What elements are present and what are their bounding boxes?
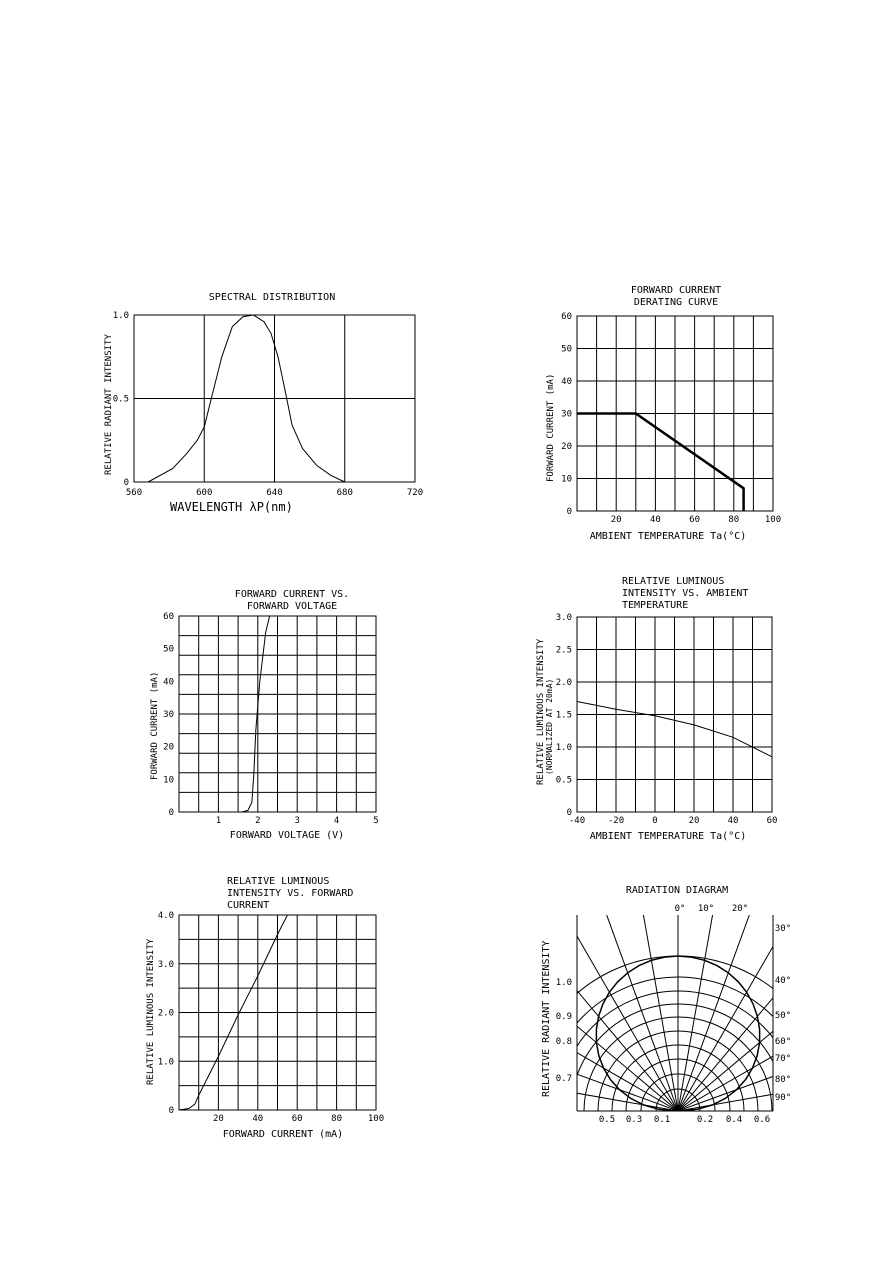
- spectral-distribution-chart: [104, 292, 423, 514]
- if_vf-title-line: FORWARD VOLTAGE: [246, 601, 338, 612]
- spectral-x-tick-label: 600: [196, 488, 213, 498]
- radiation-radial-line: [678, 867, 767, 1111]
- iv_ta-y-axis-label: RELATIVE LUMINOUS INTENSITY: [536, 638, 546, 785]
- derating-x-tick-label: 40: [649, 515, 661, 525]
- iv_ta-y-tick-label: 3.0: [555, 613, 572, 623]
- iv_if-y-tick-label: 4.0: [157, 911, 174, 921]
- derating-y-tick-label: 40: [561, 377, 572, 387]
- spectral-x-tick-label: 640: [266, 488, 283, 498]
- iv_ta-x-tick-label: 20: [688, 816, 700, 826]
- spectral-x-tick-label: 680: [336, 488, 353, 498]
- iv_ta-y-tick-label: 1.0: [555, 743, 572, 753]
- if_vf-y-tick-label: 60: [163, 612, 174, 622]
- radiation-scale-label: 0.9: [555, 1012, 572, 1022]
- if_vf-title-line: FORWARD CURRENT VS.: [234, 589, 350, 600]
- derating-y-tick-label: 50: [561, 344, 572, 355]
- iv_if-x-tick-label: 100: [367, 1114, 385, 1124]
- radiation-angle-label: 60°: [774, 1037, 792, 1047]
- iv_ta-y-axis-label-2: (NORMALIZED AT 20mA): [545, 678, 554, 775]
- if_vf-y-tick-label: 20: [163, 742, 174, 753]
- radiation-bottom-label: 0.6: [753, 1115, 771, 1125]
- derating-y-tick-label: 60: [561, 312, 572, 322]
- spectral-y-tick-label: 0: [123, 478, 129, 488]
- radiation-scale-label: 0.8: [555, 1037, 572, 1047]
- iv_ta-x-tick-label: -20: [607, 816, 625, 826]
- if_vf-y-tick-label: 10: [163, 775, 174, 786]
- derating-y-tick-label: 0: [566, 507, 572, 517]
- iv_if-y-tick-label: 3.0: [157, 959, 174, 970]
- radiation-angle-label: 30°: [774, 924, 792, 934]
- spectral-x-tick-label: 560: [125, 488, 143, 498]
- radiation-bottom-label: 0.2: [696, 1115, 714, 1125]
- if_vf-x-tick-label: 4: [333, 816, 340, 826]
- iv_ta-y-tick-label: 1.5: [555, 710, 572, 721]
- iv_if-x-tick-label: 40: [252, 1114, 264, 1124]
- spectral-y-tick-label: 0.5: [112, 394, 129, 405]
- if_vf-x-tick-label: 1: [215, 816, 222, 826]
- iv_ta-title-line: RELATIVE LUMINOUS: [622, 576, 725, 587]
- radiation-bottom-label: 0.1: [653, 1115, 671, 1125]
- derating-x-axis-label: AMBIENT TEMPERATURE Ta(°C): [589, 531, 747, 542]
- forward-current-derating-chart: [546, 285, 781, 542]
- if_vf-x-tick-label: 2: [255, 816, 261, 826]
- iv_ta-title-line: TEMPERATURE: [622, 600, 689, 611]
- radiation-radial-line: [511, 912, 678, 1111]
- if_vf-y-tick-label: 40: [163, 677, 174, 688]
- radiation-title: RADIATION DIAGRAM: [625, 885, 729, 896]
- iv_if-title-line: INTENSITY VS. FORWARD: [227, 888, 354, 899]
- if_vf-y-tick-label: 50: [163, 644, 174, 655]
- radiation-angle-label: 20°: [731, 904, 749, 914]
- iv_if-x-tick-label: 20: [212, 1114, 224, 1124]
- derating-y-tick-label: 10: [561, 474, 572, 485]
- if_vf-x-tick-label: 3: [294, 816, 300, 826]
- radiation-angle-label: 90°: [774, 1093, 792, 1103]
- iv_if-x-axis-label: FORWARD CURRENT (mA): [222, 1129, 344, 1140]
- radiation-bottom-label: 0.5: [598, 1115, 616, 1125]
- iv_ta-y-tick-label: 0.5: [555, 775, 572, 786]
- radiation-angle-label: 50°: [774, 1011, 792, 1021]
- iv_ta-y-tick-label: 2.5: [555, 645, 572, 656]
- derating-x-tick-label: 20: [610, 515, 622, 525]
- iv_if-x-tick-label: 60: [291, 1114, 303, 1124]
- iv_ta-y-tick-label: 2.0: [555, 678, 572, 688]
- radiation-angle-label: 80°: [774, 1075, 792, 1085]
- radiation-diagram: [418, 851, 892, 1125]
- iv_if-x-tick-label: 80: [331, 1114, 343, 1124]
- radiation-scale-label: 1.0: [555, 978, 572, 988]
- derating-y-axis-label: FORWARD CURRENT (mA): [546, 373, 556, 482]
- iv_ta-x-axis-label: AMBIENT TEMPERATURE Ta(°C): [589, 831, 747, 842]
- iv_if-y-tick-label: 1.0: [157, 1057, 174, 1068]
- spectral-y-axis-label: RELATIVE RADIANT INTENSITY: [104, 334, 114, 475]
- if_vf-x-tick-label: 5: [373, 816, 379, 826]
- iv_if-y-tick-label: 0: [168, 1106, 174, 1116]
- radiation-angle-label: 40°: [774, 976, 792, 986]
- if_vf-y-axis-label: FORWARD CURRENT (mA): [150, 671, 160, 780]
- iv_if-title-line: CURRENT: [227, 900, 270, 911]
- iv_if-y-axis-label: RELATIVE LUMINOUS INTENSITY: [146, 938, 156, 1085]
- intensity-vs-current-chart: [146, 876, 384, 1140]
- derating-x-tick-label: 100: [764, 515, 782, 525]
- radiation-bottom-label: 0.3: [625, 1115, 643, 1125]
- spectral-y-tick-label: 1.0: [112, 311, 129, 321]
- radiation-angle-label: 70°: [774, 1054, 792, 1064]
- radiation-radial-line: [479, 944, 678, 1111]
- forward-current-vs-voltage-chart: [150, 589, 379, 841]
- iv_ta-title-line: INTENSITY VS. AMBIENT: [622, 588, 749, 599]
- if_vf-x-axis-label: FORWARD VOLTAGE (V): [229, 830, 345, 841]
- radiation-radial-line: [678, 944, 877, 1111]
- radiation-angle-label: 0°: [674, 904, 686, 914]
- derating-y-tick-label: 30: [561, 409, 572, 420]
- radiation-bottom-label: 0.4: [725, 1115, 743, 1125]
- if_vf-y-tick-label: 30: [163, 710, 174, 720]
- derating-title-line: DERATING CURVE: [633, 297, 719, 308]
- iv_ta-x-tick-label: 0: [652, 816, 658, 826]
- if_vf-y-tick-label: 0: [168, 808, 174, 818]
- iv_ta-y-tick-label: 0: [566, 808, 572, 818]
- derating-y-tick-label: 20: [561, 442, 572, 452]
- derating-x-tick-label: 60: [689, 515, 701, 525]
- derating-series-line: [577, 414, 744, 512]
- spectral-x-axis-label: WAVELENGTH λP(nm): [170, 500, 293, 514]
- radiation-radial-line: [678, 912, 845, 1111]
- iv_if-y-tick-label: 2.0: [157, 1008, 174, 1019]
- radiation-scale-label: 0.7: [555, 1074, 572, 1084]
- radiation-radial-line: [434, 1022, 678, 1111]
- iv_if-title-line: RELATIVE LUMINOUS: [227, 876, 330, 887]
- intensity-vs-temperature-chart: [536, 576, 777, 842]
- iv_ta-x-tick-label: 60: [766, 816, 778, 826]
- spectral-x-tick-label: 720: [406, 488, 424, 498]
- radiation-angle-label: 10°: [697, 904, 715, 914]
- radiation-radial-line: [589, 867, 678, 1111]
- radiation-y-axis-label: RELATIVE RADIANT INTENSITY: [541, 940, 552, 1097]
- spectral-title-line: SPECTRAL DISTRIBUTION: [208, 292, 336, 303]
- derating-title-line: FORWARD CURRENT: [630, 285, 722, 296]
- derating-x-tick-label: 80: [728, 515, 740, 525]
- iv_ta-x-tick-label: -40: [568, 816, 586, 826]
- iv_ta-x-tick-label: 40: [727, 816, 739, 826]
